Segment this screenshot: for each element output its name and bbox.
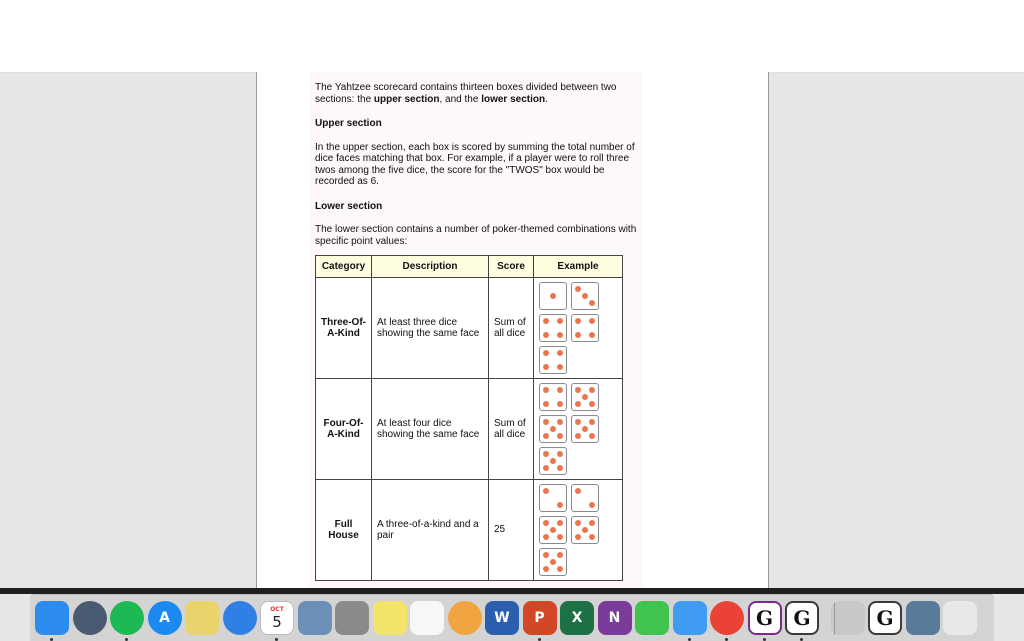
chrome-icon[interactable] [710,601,744,635]
example-cell [534,278,623,379]
grammarly-icon[interactable]: G [748,601,782,635]
die-face-2 [539,484,567,512]
score-cell: Sum of all dice [489,278,534,379]
example-cell [534,480,623,581]
die-face-4 [539,346,567,374]
system-preferences-icon[interactable] [335,601,369,635]
category-cell: Four-Of-A-Kind [316,379,372,480]
header-description: Description [372,256,489,278]
description-cell: A three-of-a-kind and a pair [372,480,489,581]
app-store-icon[interactable]: A [148,601,182,635]
die-face-3 [571,282,599,310]
category-cell: Three-Of-A-Kind [316,278,372,379]
chrome-app-icon[interactable] [906,601,940,635]
safari-icon[interactable] [223,601,257,635]
header-category: Category [316,256,372,278]
preview-icon[interactable] [298,601,332,635]
dice-example [539,383,622,475]
die-face-5 [571,383,599,411]
die-face-4 [571,314,599,342]
reminders-icon[interactable] [410,601,444,635]
upper-section-heading: Upper section [315,118,382,129]
facetime-icon[interactable] [635,601,669,635]
die-face-5 [539,548,567,576]
calendar-month: OCT [270,606,284,613]
die-face-5 [571,415,599,443]
die-face-4 [539,314,567,342]
grammarly-3-icon[interactable]: G [868,601,902,635]
trash-icon[interactable] [943,601,977,635]
document-frame [256,72,769,588]
die-face-1 [539,282,567,310]
score-cell: Sum of all dice [489,379,534,480]
spotify-icon[interactable] [110,601,144,635]
powerpoint-icon[interactable]: P [523,601,557,635]
launchpad-icon[interactable] [73,601,107,635]
category-cell: Full House [316,480,372,581]
grammarly-2-icon[interactable]: G [785,601,819,635]
dice-example [539,484,622,576]
description-cell: At least four dice showing the same face [372,379,489,480]
die-face-5 [539,447,567,475]
documents-icon[interactable] [831,601,865,635]
table-row [316,480,623,581]
die-face-2 [571,484,599,512]
intro-paragraph: The Yahtzee scorecard contains thirteen boxes divided between two sections: the upper section, and the lower section. [315,82,617,105]
browser-top-area [0,0,1024,73]
example-cell [534,379,623,480]
lower-section-text: The lower section contains a number of poker-themed combinations with specific point values: [315,224,637,247]
dock-separator [834,603,835,635]
calendar-icon[interactable] [260,601,294,635]
table-row [316,278,623,379]
die-face-5 [539,516,567,544]
description-cell: At least three dice showing the same face [372,278,489,379]
excel-icon[interactable]: X [560,601,594,635]
score-cell: 25 [489,480,534,581]
table-row [316,379,623,480]
lower-section-heading: Lower section [315,200,383,212]
header-score: Score [489,256,534,278]
word-icon[interactable]: W [485,601,519,635]
die-face-5 [539,415,567,443]
notes-icon[interactable] [373,601,407,635]
upper-section-text: In the upper section, each box is scored by summing the total number of dice faces matching that box. For example, if a player were to roll three twos among the five dice, the score for the "TWOS" box would be recorded as 6. [315,141,635,187]
calendar-day: 5 [272,613,282,631]
messages-icon[interactable] [673,601,707,635]
dock [30,594,994,641]
stickies-icon[interactable] [185,601,219,635]
article-content [309,72,643,588]
die-face-5 [571,516,599,544]
die-face-4 [539,383,567,411]
scoring-table [315,255,623,581]
onenote-icon[interactable]: N [598,601,632,635]
photos-icon[interactable] [448,601,482,635]
dice-example [539,282,622,374]
header-example: Example [534,256,623,278]
finder-icon[interactable] [35,601,69,635]
